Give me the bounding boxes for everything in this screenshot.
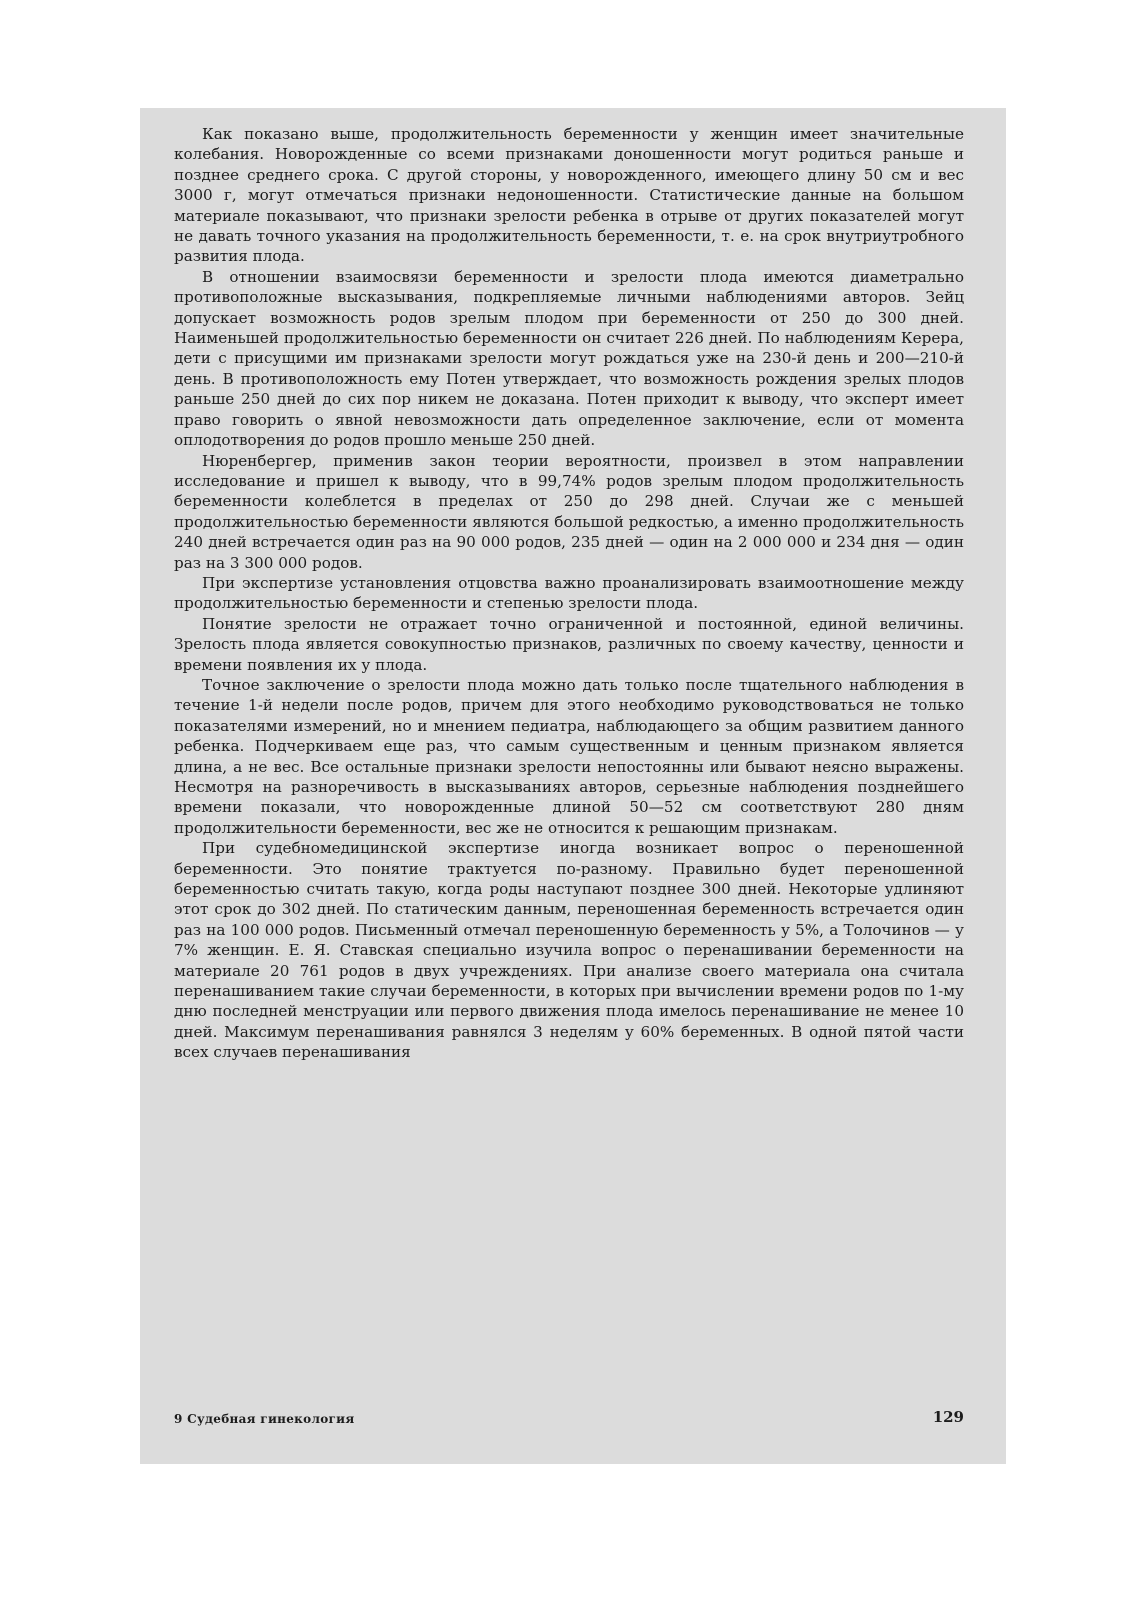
paragraph-2: В отношении взаимосвязи беременности и зрелости плода имеются диаметрально противоположные высказывания, подкрепляемые личными наблюдениями авторов. Зейц допускает возможность родов зрелым плодом при беременности от 250 до 300 дней. Наименьшей продолжительностью беременности он считает 226 дней. По наблюдениям Керера, дети с присущими им признаками зрелости могут рождаться уже на 230-й день и 200—210-й день. В противоположность ему Потен утверждает, что возможность рождения зрелых плодов раньше 250 дней до сих пор никем не доказана. Потен приходит к выводу, что эксперт имеет право говорить о явной невозможности дать определенное заключение, если от момента оплодотворения до родов прошло меньше 250 дней.	[174, 267, 964, 450]
scanned-page	[140, 108, 1006, 1464]
page-body	[174, 124, 964, 1063]
signature-mark: 9 Судебная гинекология	[174, 1412, 355, 1426]
page-footer	[174, 1408, 964, 1432]
paragraph-3: Нюренбергер, применив закон теории вероятности, произвел в этом направлении исследование и пришел к выводу, что в 99,74% родов зрелым плодом продолжительность беременности колеблется в пределах от 250 до 298 дней. Случаи же с меньшей продолжительностью беременности являются большой редкостью, а именно продолжительность 240 дней встречается один раз на 90 000 родов, 235 дней — один на 2 000 000 и 234 дня — один раз на 3 300 000 родов.	[174, 451, 964, 572]
paragraph-4: При экспертизе установления отцовства важно проанализировать взаимоотношение между продолжительностью беременности и степенью зрелости плода.	[174, 573, 964, 613]
paragraph-1: Как показано выше, продолжительность беременности у женщин имеет значительные колебания. Новорожденные со всеми признаками доношенности могут родиться раньше и позднее среднего срока. С другой стороны, у новорожденного, имеющего длину 50 см и вес 3000 г, могут отмечаться признаки недоношенности. Статистические данные на большом материале показывают, что признаки зрелости ребенка в отрыве от других показателей могут не давать точного указания на продолжительность беременности, т. е. на срок внутриутробного развития плода.	[174, 125, 964, 266]
paragraph-5: Понятие зрелости не отражает точно ограниченной и постоянной, единой величины. Зрелость плода является совокупностью признаков, различных по своему качеству, ценности и времени появления их у плода.	[174, 614, 964, 674]
paragraph-6: Точное заключение о зрелости плода можно дать только после тщательного наблюдения в течение 1-й недели после родов, причем для этого необходимо руководствоваться не только показателями измерений, но и мнением педиатра, наблюдающего за общим развитием данного ребенка. Подчеркиваем еще раз, что самым существенным и ценным признаком является длина, а не вес. Все остальные признаки зрелости непостоянны или бывают неясно выражены. Несмотря на разноречивость в высказываниях авторов, серьезные наблюдения позднейшего времени показали, что новорожденные длиной 50—52 см соответствуют 280 дням продолжительности беременности, вес же не относится к решающим признакам.	[174, 675, 964, 837]
page-number: 129	[932, 1408, 964, 1426]
paragraph-7: При судебномедицинской экспертизе иногда возникает вопрос о переношенной беременности. Это понятие трактуется по-разному. Правильно будет переношенной беременностью считать такую, когда роды наступают позднее 300 дней. Некоторые удлиняют этот срок до 302 дней. По статическим данным, переношенная беременность встречается один раз на 100 000 родов. Письменный отмечал переношенную беременность у 5%, а Толочинов — у 7% женщин. Е. Я. Ставская специально изучила вопрос о перенашивании беременности на материале 20 761 родов в двух учреждениях. При анализе своего материала она считала перенашиванием такие случаи беременности, в которых при вычислении времени родов по 1-му дню последней менструации или первого движения плода имелось перенашивание не менее 10 дней. Максимум перенашивания равнялся 3 неделям у 60% беременных. В одной пятой части всех случаев перенашивания	[174, 839, 964, 1062]
